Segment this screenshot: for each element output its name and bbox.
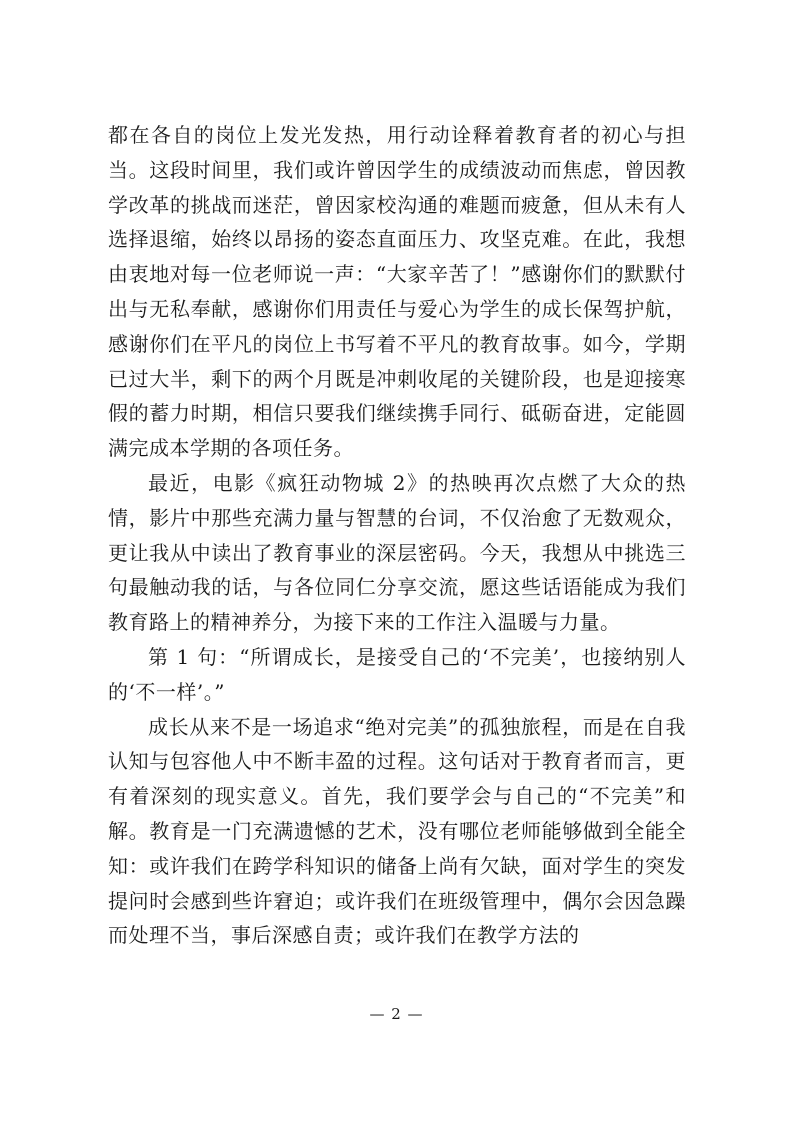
paragraph-movie-intro: 最近，电影《疯狂动物城 2》的热映再次点燃了大众的热情，影片中那些充满力量与智慧的台词，不仅治愈了无数观众，更让我从中读出了教育事业的深层密码。今天，我想从中挑选三句最触动我的话，与各位同仁分享交流，愿这些话语能成为我们教育路上的精神养分，为接下来的工作注入温暖与力量。 [108, 470, 686, 635]
paragraph-quote-1: 第 1 句：“所谓成长，是接受自己的‘不完美’，也接纳别人的‘不一样’。” [108, 644, 686, 704]
paragraph-growth: 成长从来不是一场追求“绝对完美”的孤独旅程，而是在自我认知与包容他人中不断丰盈的过程。这句话对于教育者而言，更有着深刻的现实意义。首先，我们要学会与自己的“不完美”和解。教育是一门充满遗憾的艺术，没有哪位老师能够做到全能全知：或许我们在跨学科知识的储备上尚有欠缺，面对学生的突发提问时会感到些许窘迫；或许我们在班级管理中，偶尔会因急躁而处理不当，事后深感自责；或许我们在教学方法的 [108, 714, 686, 948]
document-body [108, 118, 686, 953]
page-number: — 2 — [369, 1005, 424, 1023]
paragraph-continuation: 都在各自的岗位上发光发热，用行动诠释着教育者的初心与担当。这段时间里，我们或许曾因学生的成绩波动而焦虑，曾因教学改革的挑战而迷茫，曾因家校沟通的难题而疲惫，但从未有人选择退缩，始终以昂扬的姿态直面压力、攻坚克难。在此，我想由衷地对每一位老师说一声：“大家辛苦了！”感谢你们的默默付出与无私奉献，感谢你们用责任与爱心为学生的成长保驾护航，感谢你们在平凡的岗位上书写着不平凡的教育故事。如今，学期已过大半，剩下的两个月既是冲刺收尾的关键阶段，也是迎接寒假的蓄力时期，相信只要我们继续携手同行、砥砺奋进，定能圆满完成本学期的各项任务。 [108, 123, 686, 461]
